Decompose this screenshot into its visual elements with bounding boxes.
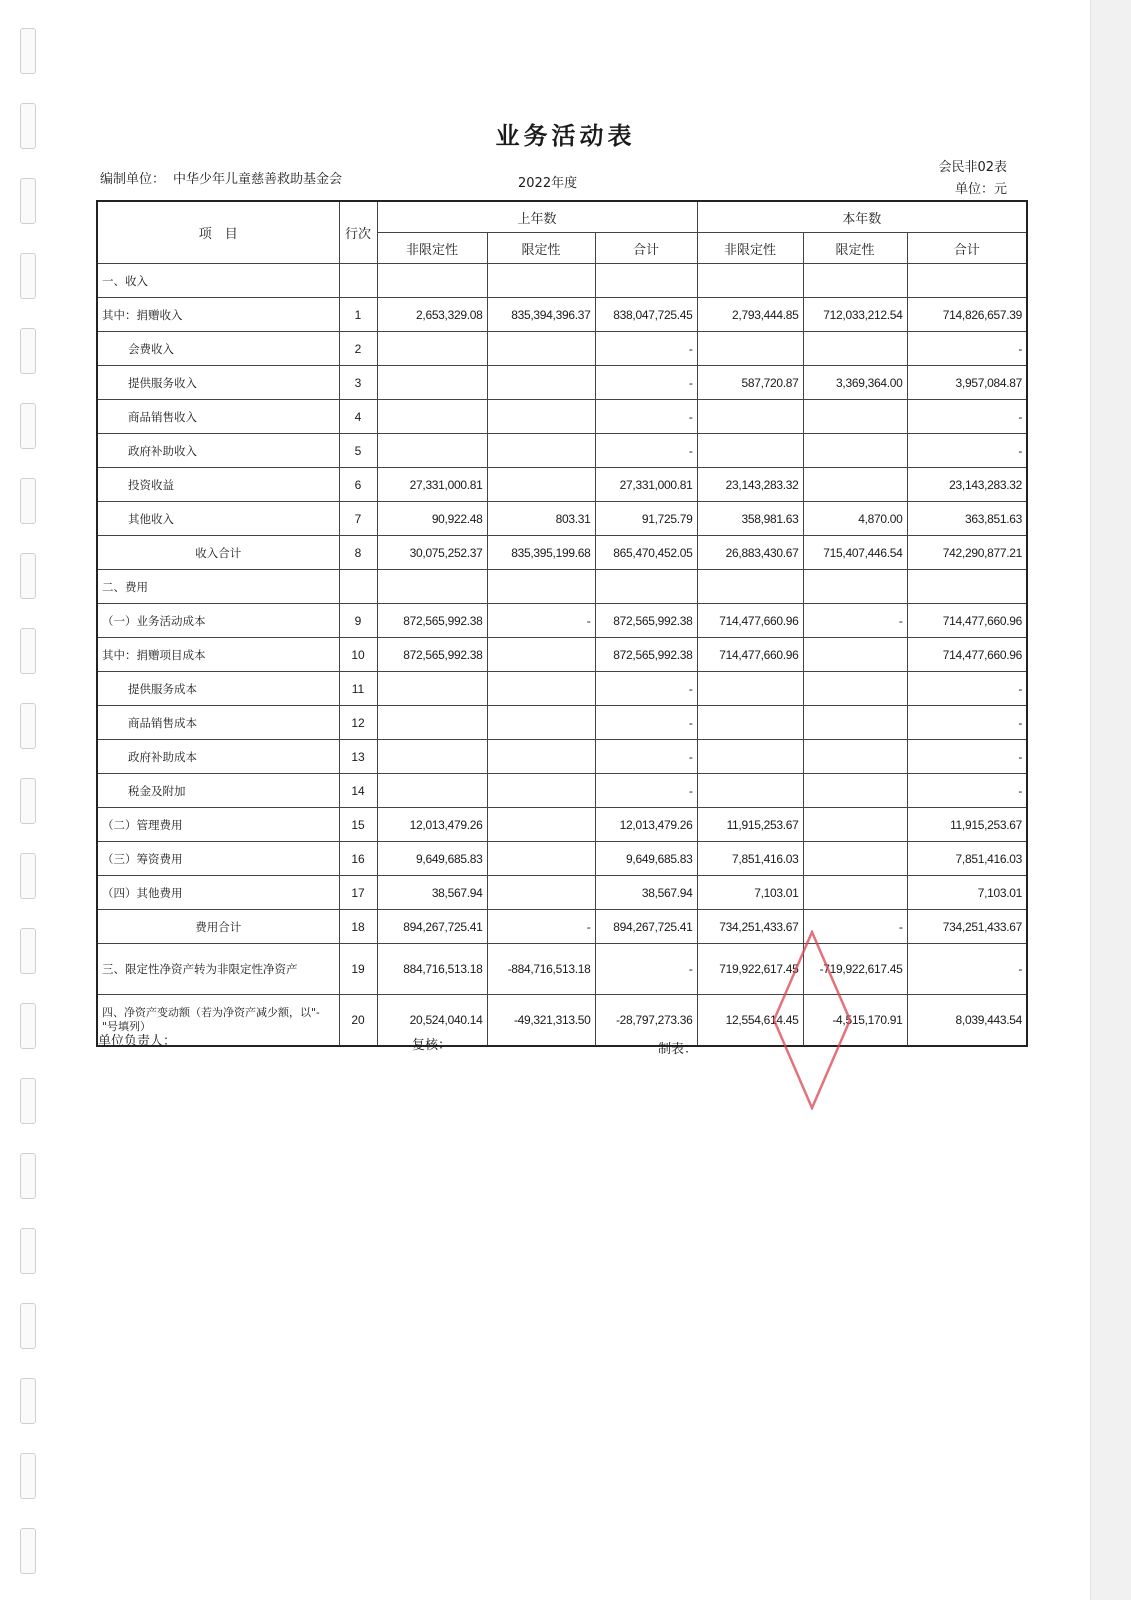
- amount-cell: -: [907, 434, 1027, 468]
- amount-cell: -: [595, 774, 697, 808]
- amount-cell: [377, 774, 487, 808]
- preparing-unit: [100, 168, 342, 187]
- row-label: 一、收入: [97, 264, 339, 298]
- amount-cell: 7,851,416.03: [907, 842, 1027, 876]
- amount-cell: [697, 400, 803, 434]
- row-label: 四、净资产变动额（若为净资产减少额，以"-"号填列）: [97, 995, 339, 1047]
- amount-cell: -: [907, 672, 1027, 706]
- amount-cell: 38,567.94: [377, 876, 487, 910]
- amount-cell: 587,720.87: [697, 366, 803, 400]
- amount-cell: -: [907, 944, 1027, 995]
- row-label: 政府补助收入: [97, 434, 339, 468]
- form-code: 会民非02表: [938, 160, 1007, 175]
- amount-cell: 23,143,283.32: [907, 468, 1027, 502]
- amount-cell: 3,957,084.87: [907, 366, 1027, 400]
- row-number: 13: [339, 740, 377, 774]
- binding-hole: [20, 1228, 36, 1274]
- amount-cell: -: [595, 366, 697, 400]
- amount-cell: 872,565,992.38: [595, 638, 697, 672]
- amount-cell: [487, 706, 595, 740]
- table-row: [97, 876, 1027, 910]
- table-row: [97, 808, 1027, 842]
- header-current-unrestricted: 非限定性: [697, 233, 803, 264]
- table-row: [97, 910, 1027, 944]
- amount-cell: 835,394,396.37: [487, 298, 595, 332]
- binding-hole: [20, 1078, 36, 1124]
- row-label: 三、限定性净资产转为非限定性净资产: [97, 944, 339, 995]
- amount-cell: -4,515,170.91: [803, 995, 907, 1047]
- amount-cell: -: [487, 910, 595, 944]
- table-body: [97, 264, 1027, 1047]
- binding-hole: [20, 778, 36, 824]
- page-edge: [1090, 0, 1131, 1600]
- table-row: [97, 264, 1027, 298]
- row-number: 17: [339, 876, 377, 910]
- row-number: 1: [339, 298, 377, 332]
- row-number: 19: [339, 944, 377, 995]
- row-label: （四）其他费用: [97, 876, 339, 910]
- row-label: 投资收益: [97, 468, 339, 502]
- table-row: [97, 570, 1027, 604]
- amount-cell: -: [907, 774, 1027, 808]
- amount-cell: 712,033,212.54: [803, 298, 907, 332]
- amount-cell: [595, 264, 697, 298]
- table-row: [97, 332, 1027, 366]
- row-number: 8: [339, 536, 377, 570]
- table-row: [97, 400, 1027, 434]
- header-prior-year: 上年数: [377, 201, 697, 233]
- table-row: [97, 672, 1027, 706]
- binding-hole: [20, 628, 36, 674]
- amount-cell: [377, 264, 487, 298]
- row-number: 2: [339, 332, 377, 366]
- row-number: 4: [339, 400, 377, 434]
- amount-cell: 27,331,000.81: [595, 468, 697, 502]
- amount-cell: [487, 468, 595, 502]
- amount-cell: [803, 570, 907, 604]
- amount-cell: [377, 332, 487, 366]
- row-label: 税金及附加: [97, 774, 339, 808]
- table-row: [97, 502, 1027, 536]
- header-prior-restricted: 限定性: [487, 233, 595, 264]
- amount-cell: [377, 570, 487, 604]
- amount-cell: 714,477,660.96: [697, 604, 803, 638]
- row-number: 10: [339, 638, 377, 672]
- header-current-year: 本年数: [697, 201, 1027, 233]
- amount-cell: 7,851,416.03: [697, 842, 803, 876]
- footer-responsible: 单位负责人：: [98, 1034, 177, 1049]
- row-number: 20: [339, 995, 377, 1047]
- binding-hole: [20, 328, 36, 374]
- amount-cell: [803, 842, 907, 876]
- table-row: [97, 366, 1027, 400]
- row-label: （三）筹资费用: [97, 842, 339, 876]
- amount-cell: 11,915,253.67: [697, 808, 803, 842]
- amount-cell: [803, 264, 907, 298]
- amount-cell: 12,554,614.45: [697, 995, 803, 1047]
- table-row: [97, 995, 1027, 1047]
- binding-hole: [20, 1153, 36, 1199]
- row-number: 15: [339, 808, 377, 842]
- table-row: [97, 434, 1027, 468]
- amount-cell: 30,075,252.37: [377, 536, 487, 570]
- amount-cell: [803, 468, 907, 502]
- amount-cell: [487, 570, 595, 604]
- amount-cell: 7,103.01: [907, 876, 1027, 910]
- row-label: 会费收入: [97, 332, 339, 366]
- amount-cell: [377, 740, 487, 774]
- amount-cell: [487, 400, 595, 434]
- amount-cell: 872,565,992.38: [377, 604, 487, 638]
- amount-cell: 7,103.01: [697, 876, 803, 910]
- amount-cell: [487, 774, 595, 808]
- amount-cell: [697, 332, 803, 366]
- binding-hole: [20, 1003, 36, 1049]
- amount-cell: [487, 672, 595, 706]
- amount-cell: [907, 570, 1027, 604]
- table-row: [97, 298, 1027, 332]
- binding-hole: [20, 28, 36, 74]
- amount-cell: -: [595, 740, 697, 774]
- row-number: [339, 264, 377, 298]
- table-row: [97, 536, 1027, 570]
- amount-cell: 9,649,685.83: [595, 842, 697, 876]
- amount-cell: [803, 638, 907, 672]
- reporting-period: 2022年度: [518, 176, 578, 191]
- amount-cell: -: [803, 910, 907, 944]
- amount-cell: [487, 366, 595, 400]
- amount-cell: -: [907, 740, 1027, 774]
- amount-cell: 90,922.48: [377, 502, 487, 536]
- row-label: 其中：捐赠项目成本: [97, 638, 339, 672]
- row-number: 11: [339, 672, 377, 706]
- row-label: 费用合计: [97, 910, 339, 944]
- amount-cell: 835,395,199.68: [487, 536, 595, 570]
- amount-cell: [487, 638, 595, 672]
- amount-cell: -884,716,513.18: [487, 944, 595, 995]
- amount-cell: 12,013,479.26: [377, 808, 487, 842]
- row-label: 二、费用: [97, 570, 339, 604]
- row-number: 7: [339, 502, 377, 536]
- row-label: 提供服务收入: [97, 366, 339, 400]
- amount-cell: 803.31: [487, 502, 595, 536]
- amount-cell: [803, 808, 907, 842]
- row-number: 18: [339, 910, 377, 944]
- footer-reviewer: 复核：: [412, 1038, 452, 1053]
- amount-cell: [377, 706, 487, 740]
- amount-cell: -719,922,617.45: [803, 944, 907, 995]
- row-label: 其他收入: [97, 502, 339, 536]
- amount-cell: [487, 842, 595, 876]
- amount-cell: 714,477,660.96: [907, 638, 1027, 672]
- amount-cell: 2,793,444.85: [697, 298, 803, 332]
- row-number: [339, 570, 377, 604]
- amount-cell: -: [595, 400, 697, 434]
- header-item: 项 目: [97, 201, 339, 264]
- row-number: 16: [339, 842, 377, 876]
- row-number: 3: [339, 366, 377, 400]
- amount-cell: 38,567.94: [595, 876, 697, 910]
- amount-cell: 20,524,040.14: [377, 995, 487, 1047]
- header-current-total: 合计: [907, 233, 1027, 264]
- amount-cell: 8,039,443.54: [907, 995, 1027, 1047]
- row-number: 6: [339, 468, 377, 502]
- amount-cell: 838,047,725.45: [595, 298, 697, 332]
- amount-cell: [803, 672, 907, 706]
- header-prior-unrestricted: 非限定性: [377, 233, 487, 264]
- activity-statement-table: [96, 200, 1028, 1047]
- amount-cell: 742,290,877.21: [907, 536, 1027, 570]
- table-row: [97, 842, 1027, 876]
- header-current-restricted: 限定性: [803, 233, 907, 264]
- amount-cell: [377, 400, 487, 434]
- binding-hole: [20, 1378, 36, 1424]
- amount-cell: [697, 264, 803, 298]
- binding-hole: [20, 178, 36, 224]
- amount-cell: [697, 570, 803, 604]
- amount-cell: [803, 774, 907, 808]
- amount-cell: [697, 774, 803, 808]
- amount-cell: 12,013,479.26: [595, 808, 697, 842]
- binding-hole: [20, 703, 36, 749]
- amount-cell: 894,267,725.41: [377, 910, 487, 944]
- amount-cell: [487, 332, 595, 366]
- amount-cell: -: [595, 706, 697, 740]
- row-label: 收入合计: [97, 536, 339, 570]
- row-label: 其中：捐赠收入: [97, 298, 339, 332]
- amount-cell: 872,565,992.38: [377, 638, 487, 672]
- amount-cell: [377, 366, 487, 400]
- amount-cell: [487, 808, 595, 842]
- table-row: [97, 706, 1027, 740]
- amount-cell: 714,477,660.96: [697, 638, 803, 672]
- header-row-no: 行次: [339, 201, 377, 264]
- row-label: 商品销售成本: [97, 706, 339, 740]
- amount-cell: [803, 706, 907, 740]
- amount-cell: [487, 264, 595, 298]
- amount-cell: [907, 264, 1027, 298]
- amount-cell: 734,251,433.67: [907, 910, 1027, 944]
- amount-cell: -: [595, 332, 697, 366]
- amount-cell: -: [487, 604, 595, 638]
- amount-cell: 9,649,685.83: [377, 842, 487, 876]
- footer-preparer: 制表：: [658, 1042, 698, 1057]
- binding-hole: [20, 928, 36, 974]
- preparing-unit-label: 编制单位：: [100, 172, 166, 187]
- amount-cell: [487, 876, 595, 910]
- binding-hole: [20, 1303, 36, 1349]
- row-number: 14: [339, 774, 377, 808]
- amount-cell: -: [803, 604, 907, 638]
- amount-cell: 865,470,452.05: [595, 536, 697, 570]
- binding-hole: [20, 253, 36, 299]
- amount-cell: 358,981.63: [697, 502, 803, 536]
- amount-cell: -: [595, 434, 697, 468]
- amount-cell: [803, 332, 907, 366]
- amount-cell: 884,716,513.18: [377, 944, 487, 995]
- row-number: 12: [339, 706, 377, 740]
- amount-cell: 734,251,433.67: [697, 910, 803, 944]
- amount-cell: 714,477,660.96: [907, 604, 1027, 638]
- amount-cell: [697, 672, 803, 706]
- amount-cell: 26,883,430.67: [697, 536, 803, 570]
- amount-cell: 91,725.79: [595, 502, 697, 536]
- amount-cell: 27,331,000.81: [377, 468, 487, 502]
- amount-cell: [595, 570, 697, 604]
- row-label: （一）业务活动成本: [97, 604, 339, 638]
- amount-cell: 872,565,992.38: [595, 604, 697, 638]
- amount-cell: [697, 740, 803, 774]
- amount-cell: -: [907, 706, 1027, 740]
- amount-cell: 3,369,364.00: [803, 366, 907, 400]
- currency-unit: 单位：元: [954, 182, 1007, 197]
- row-label: 提供服务成本: [97, 672, 339, 706]
- amount-cell: 715,407,446.54: [803, 536, 907, 570]
- amount-cell: [697, 434, 803, 468]
- row-number: 9: [339, 604, 377, 638]
- amount-cell: -49,321,313.50: [487, 995, 595, 1047]
- amount-cell: 714,826,657.39: [907, 298, 1027, 332]
- table-row: [97, 740, 1027, 774]
- amount-cell: 363,851.63: [907, 502, 1027, 536]
- amount-cell: [697, 706, 803, 740]
- row-label: 商品销售收入: [97, 400, 339, 434]
- row-label: （二）管理费用: [97, 808, 339, 842]
- amount-cell: -: [595, 944, 697, 995]
- amount-cell: [803, 876, 907, 910]
- header-prior-total: 合计: [595, 233, 697, 264]
- binding-hole: [20, 1453, 36, 1499]
- table-row: [97, 638, 1027, 672]
- table-row: [97, 468, 1027, 502]
- row-label: 政府补助成本: [97, 740, 339, 774]
- binding-hole: [20, 853, 36, 899]
- amount-cell: 23,143,283.32: [697, 468, 803, 502]
- amount-cell: 2,653,329.08: [377, 298, 487, 332]
- amount-cell: -: [907, 332, 1027, 366]
- preparing-unit-name: 中华少年儿童慈善救助基金会: [173, 172, 343, 187]
- table-row: [97, 774, 1027, 808]
- amount-cell: [487, 434, 595, 468]
- amount-cell: 11,915,253.67: [907, 808, 1027, 842]
- binding-hole: [20, 1528, 36, 1574]
- amount-cell: [377, 672, 487, 706]
- binding-hole: [20, 553, 36, 599]
- amount-cell: [803, 740, 907, 774]
- binding-hole: [20, 478, 36, 524]
- table-row: [97, 604, 1027, 638]
- amount-cell: [803, 434, 907, 468]
- amount-cell: [487, 740, 595, 774]
- amount-cell: -: [907, 400, 1027, 434]
- amount-cell: 4,870.00: [803, 502, 907, 536]
- amount-cell: -28,797,273.36: [595, 995, 697, 1047]
- amount-cell: [803, 400, 907, 434]
- amount-cell: 719,922,617.45: [697, 944, 803, 995]
- amount-cell: [377, 434, 487, 468]
- table-row: [97, 944, 1027, 995]
- row-number: 5: [339, 434, 377, 468]
- binding-hole: [20, 403, 36, 449]
- page-title: 业务活动表: [495, 121, 636, 150]
- amount-cell: 894,267,725.41: [595, 910, 697, 944]
- amount-cell: -: [595, 672, 697, 706]
